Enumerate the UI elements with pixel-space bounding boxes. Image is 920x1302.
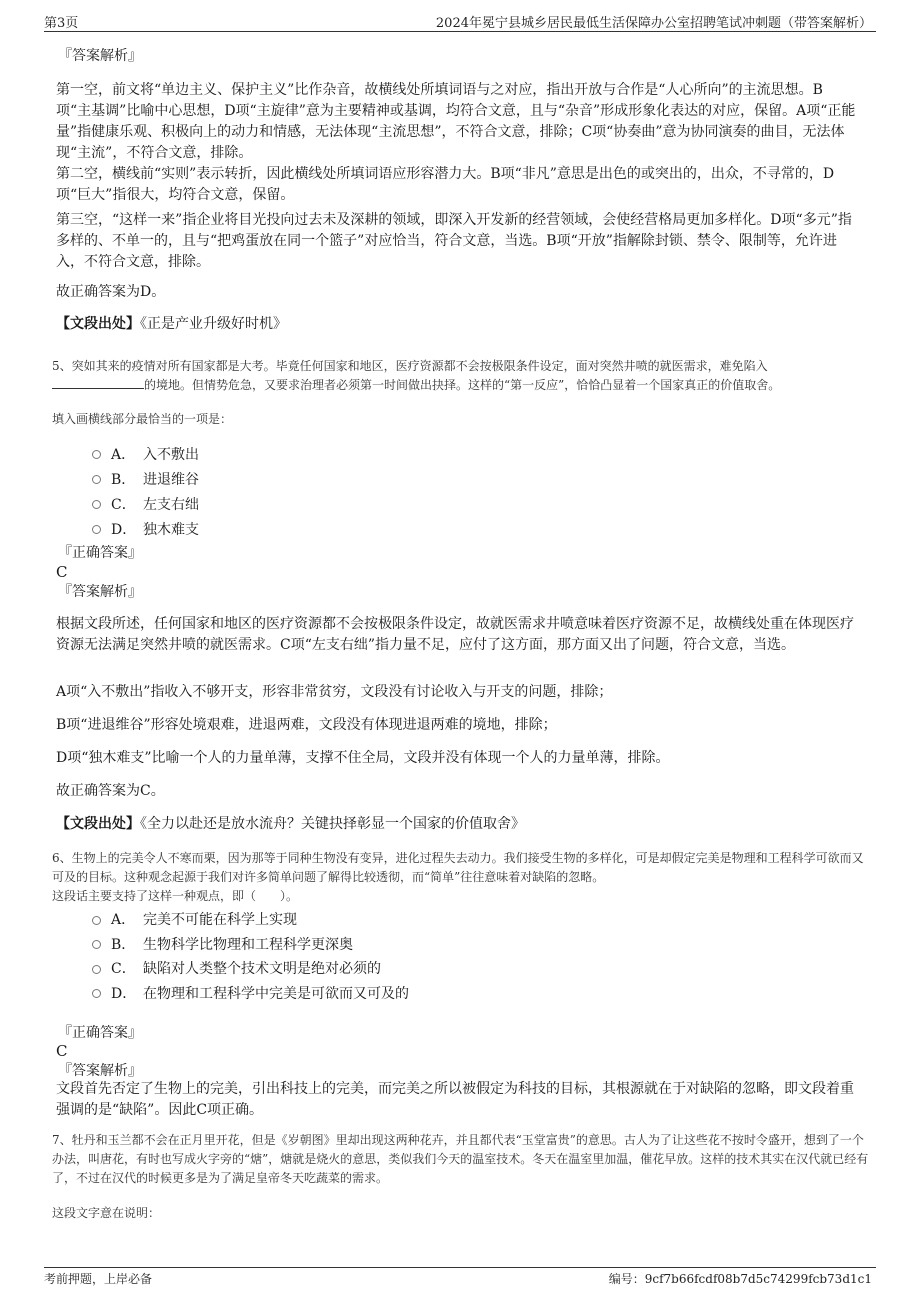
- document-code: 编号：9cf7b66fcdf08b7d5c74299fcb73d1c1: [608, 1272, 872, 1286]
- q4-analysis-para3: 第三空，“这样一来”指企业将目光投向过去未及深耕的领域，即深入开发新的经营领域，会使经营格局更加多样化。D项“多元”指多样的、不单一的，且与“把鸡蛋放在同一个篮子”对应恰当，符合文意，当选。B项“开放”指解除封锁、禁令、限制等，允许进入，不符合文意，排除。: [56, 212, 852, 270]
- q5-stem: [52, 357, 852, 395]
- q6-options: [92, 908, 409, 1006]
- q6-option-a[interactable]: A． 完美不可能在科学上实现: [92, 908, 409, 933]
- q5-analysis-para2: A项“入不敷出”指收入不够开支，形容非常贫穷，文段没有讨论收入与开支的问题，排除；: [56, 684, 613, 700]
- q5-source: [56, 814, 525, 834]
- q5-analysis-para1: 根据文段所述，任何国家和地区的医疗资源都不会按极限条件设定，故就医需求井喷意味着医疗资源不足，故横线处重在体现医疗资源无法满足突然井喷的就医需求。C项“左支右绌”指力量不足，应付了这方面，那方面又出了问题，符合文意，当选。: [56, 616, 854, 653]
- q6-option-b[interactable]: B． 生物科学比物理和工程科学更深奥: [92, 933, 409, 958]
- radio-icon[interactable]: [92, 916, 101, 925]
- q4-source-title: 《正是产业升级好时机》: [140, 316, 287, 332]
- q5-source-label: 【文段出处】: [56, 816, 140, 832]
- q6-stem: 6、生物上的完美令人不寒而栗，因为那等于同种生物没有变异，进化过程失去动力。我们接受生物的多样化，可是却假定完美是物理和工程科学可欲而又可及的目标。这种观念起源于我们对许多简单问题了解得比较透彻，而“简单”往往意味着对缺陷的忽略。: [52, 851, 864, 884]
- q6-option-c[interactable]: C． 缺陷对人类整个技术文明是绝对必须的: [92, 957, 409, 982]
- q5-blank: [52, 376, 144, 389]
- q7-stem: 7、牡丹和玉兰都不会在正月里开花，但是《岁朝图》里却出现这两种花卉，并且都代表“玉堂富贵”的意思。古人为了让这些花不按时令盛开，想到了一个办法，叫唐花，有时也写成火字旁的“煻”，煻就是烧火的意思，类似我们今天的温室技术。冬天在温室里加温，催花早放。这样的技术其实在汉代就已经有了，不过在汉代的时候更多是为了满足皇帝冬天吃蔬菜的需求。: [52, 1133, 869, 1185]
- q5-analysis-para4: D项“独木难支”比喻一个人的力量单薄，支撑不住全局，文段并没有体现一个人的力量单薄，排除。: [56, 750, 670, 766]
- radio-icon[interactable]: [92, 965, 101, 974]
- q5-stem-part-a: 5、突如其来的疫情对所有国家都是大考。毕竟任何国家和地区，医疗资源都不会按极限条件设定，面对突然井喷的就医需求，难免陷入: [52, 359, 768, 373]
- q5-prompt: 填入画横线部分最恰当的一项是：: [52, 412, 233, 426]
- radio-icon[interactable]: [92, 989, 101, 998]
- q4-source-label: 【文段出处】: [56, 316, 140, 332]
- q4-analysis-para2: 第二空，横线前“实则”表示转折，因此横线处所填词语应形容潜力大。B项“非凡”意思是出色的或突出的，出众，不寻常的，D项“巨大”指很大，均符合文意，保留。: [56, 166, 835, 203]
- q4-analysis-para1: 第一空，前文将“单边主义、保护主义”比作杂音，故横线处所填词语与之对应，指出开放与合作是“人心所向”的主流思想。B项“主基调”比喻中心思想，D项“主旋律”意为主要精神或基调，均符合文意，且与“杂音”形成形象化表达的对应，保留。A项“正能量”指健康乐观、积极向上的动力和情感，无法体现“主流思想”，不符合文意，排除；C项“协奏曲”意为协同演奏的曲目，无法体现“主流”，不符合文意，排除。: [56, 82, 856, 161]
- q4-source: [56, 314, 287, 334]
- q6-analysis-label: 『答案解析』: [58, 1063, 142, 1079]
- q6-prompt: 这段话主要支持了这样一种观点，即（ ）。: [52, 889, 299, 903]
- q6-analysis: 文段首先否定了生物上的完美，引出科技上的完美，而完美之所以被假定为科技的目标，其根源就在于对缺陷的忽略，即文段着重强调的是“缺陷”。因此C项正确。: [56, 1081, 854, 1118]
- q5-option-a[interactable]: A． 入不敷出: [92, 442, 199, 467]
- q4-analysis-label: 『答案解析』: [58, 48, 142, 64]
- q5-conclusion: 故正确答案为C。: [56, 783, 165, 799]
- q6-option-d[interactable]: D． 在物理和工程科学中完美是可欲而又可及的: [92, 982, 409, 1007]
- q7-prompt: 这段文字意在说明：: [52, 1206, 161, 1220]
- radio-icon[interactable]: [92, 525, 101, 534]
- footer-slogan: 考前押题，上岸必备: [44, 1272, 153, 1286]
- document-title: 2024年冕宁县城乡居民最低生活保障办公室招聘笔试冲刺题（带答案解析）: [435, 16, 872, 31]
- q5-stem-part-b: 的境地。但情势危急，又要求治理者必须第一时间做出抉择。这样的“第一反应”，恰恰凸显着一个国家真正的价值取舍。: [144, 378, 781, 392]
- q5-answer-label: 『正确答案』: [58, 545, 142, 561]
- page-number: 第3页: [44, 16, 79, 31]
- q5-analysis-para3: B项“进退维谷”形容处境艰难，进退两难，文段没有体现进退两难的境地，排除；: [56, 717, 557, 733]
- radio-icon[interactable]: [92, 450, 101, 459]
- q5-source-title: 《全力以赴还是放水流舟？关键抉择彰显一个国家的价值取舍》: [140, 816, 525, 832]
- radio-icon[interactable]: [92, 475, 101, 484]
- header-divider: [44, 31, 876, 32]
- q6-answer-label: 『正确答案』: [58, 1025, 142, 1041]
- q4-conclusion: 故正确答案为D。: [56, 284, 166, 300]
- q5-options: [92, 442, 199, 542]
- q6-answer: C: [56, 1042, 68, 1060]
- radio-icon[interactable]: [92, 500, 101, 509]
- q5-option-b[interactable]: B． 进退维谷: [92, 467, 199, 492]
- q5-option-d[interactable]: D． 独木难支: [92, 517, 199, 542]
- q5-analysis-label: 『答案解析』: [58, 584, 142, 600]
- footer-divider: [44, 1267, 876, 1268]
- q5-option-c[interactable]: C． 左支右绌: [92, 492, 199, 517]
- radio-icon[interactable]: [92, 940, 101, 949]
- q5-answer: C: [56, 563, 68, 581]
